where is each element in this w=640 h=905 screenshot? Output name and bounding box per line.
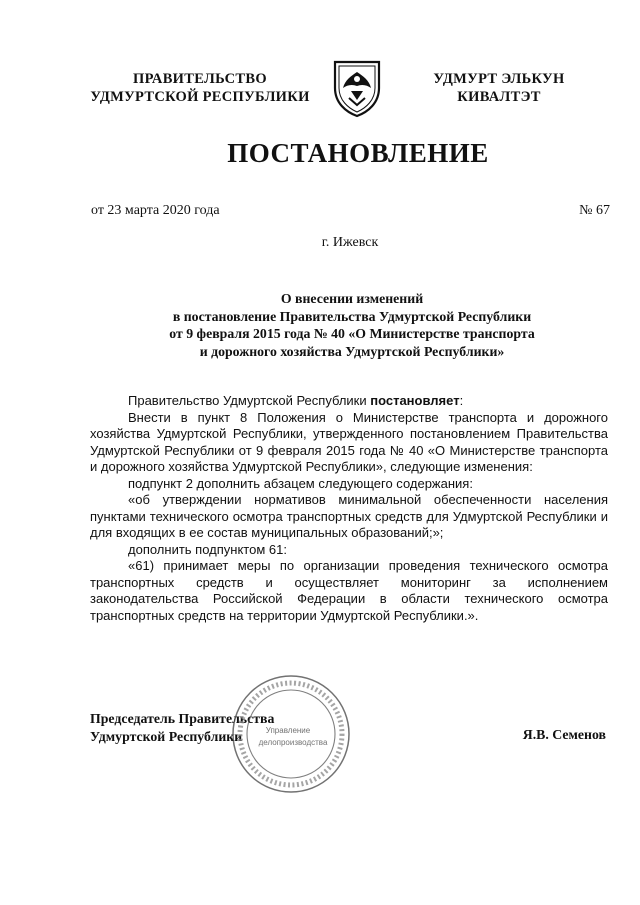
body-paragraph: «об утверждении нормативов минимальной обеспеченности населения пунктами технического осмотра транспортных средств для Удмуртской Республики и для входящих в ее состав муниципальных образований;»; xyxy=(90,492,608,540)
body-paragraph: Внести в пункт 8 Положения о Министерстве транспорта и дорожного хозяйства Удмуртской Республики, утвержденного постановлением Правительства Удмуртской Республики от 9 февраля 2015 года № 40 «О Министерстве транспорта и дорожного хозяйства Удмуртской Республики», следующие изменения: xyxy=(90,409,608,474)
body-paragraph xyxy=(90,393,608,410)
title-line: О внесении изменений xyxy=(280,291,424,306)
header-right-title xyxy=(418,70,580,106)
document-title xyxy=(60,290,640,360)
document-number: № 67 xyxy=(579,203,610,218)
header-left-line2: УДМУРТСКОЙ РЕСПУБЛИКИ xyxy=(90,89,310,105)
document-body xyxy=(90,393,608,624)
signatory-name: Я.В. Семенов xyxy=(522,727,606,742)
document-date: от 23 марта 2020 года xyxy=(91,203,220,218)
body-paragraph: «61) принимает меры по организации проведения технического осмотра транспортных средств и осуществляет мониторинг за исполнением законодательства Российской Федерации в области технического осмотра транспортных средств на территории Удмуртской Республики.». xyxy=(90,558,608,623)
header-left-line1: ПРАВИТЕЛЬСТВО xyxy=(133,71,267,87)
round-stamp-icon xyxy=(226,670,356,798)
body-text-punct: : xyxy=(459,393,464,408)
document-type-heading: ПОСТАНОВЛЕНИЕ xyxy=(227,138,489,168)
stamp-text-line1: Управление xyxy=(265,726,311,735)
body-text-bold: постановляет xyxy=(370,393,460,408)
body-text-normal: Правительство Удмуртской Республики xyxy=(128,393,371,408)
document-city: г. Ижевск xyxy=(321,235,379,250)
body-paragraph: дополнить подпунктом 61: xyxy=(128,541,287,557)
title-line: в постановление Правительства Удмуртской Республики xyxy=(172,308,532,324)
title-line: и дорожного хозяйства Удмуртской Республики» xyxy=(199,343,505,359)
signatory-position-line1: Председатель Правительства xyxy=(90,711,275,726)
title-line: от 9 февраля 2015 года № 40 «О Министерстве транспорта xyxy=(169,326,535,341)
signatory-position-line2: Удмуртской Республики xyxy=(90,729,243,744)
body-paragraph: подпункт 2 дополнить абзацем следующего содержания: xyxy=(128,475,473,491)
stamp-text-line2: делопроизводства xyxy=(258,738,328,747)
header-left-title xyxy=(80,70,320,106)
header-right-line1: УДМУРТ ЭЛЬКУН xyxy=(433,71,565,87)
coat-of-arms-icon xyxy=(331,58,383,118)
header-right-line2: КИВАЛТЭТ xyxy=(457,89,541,105)
